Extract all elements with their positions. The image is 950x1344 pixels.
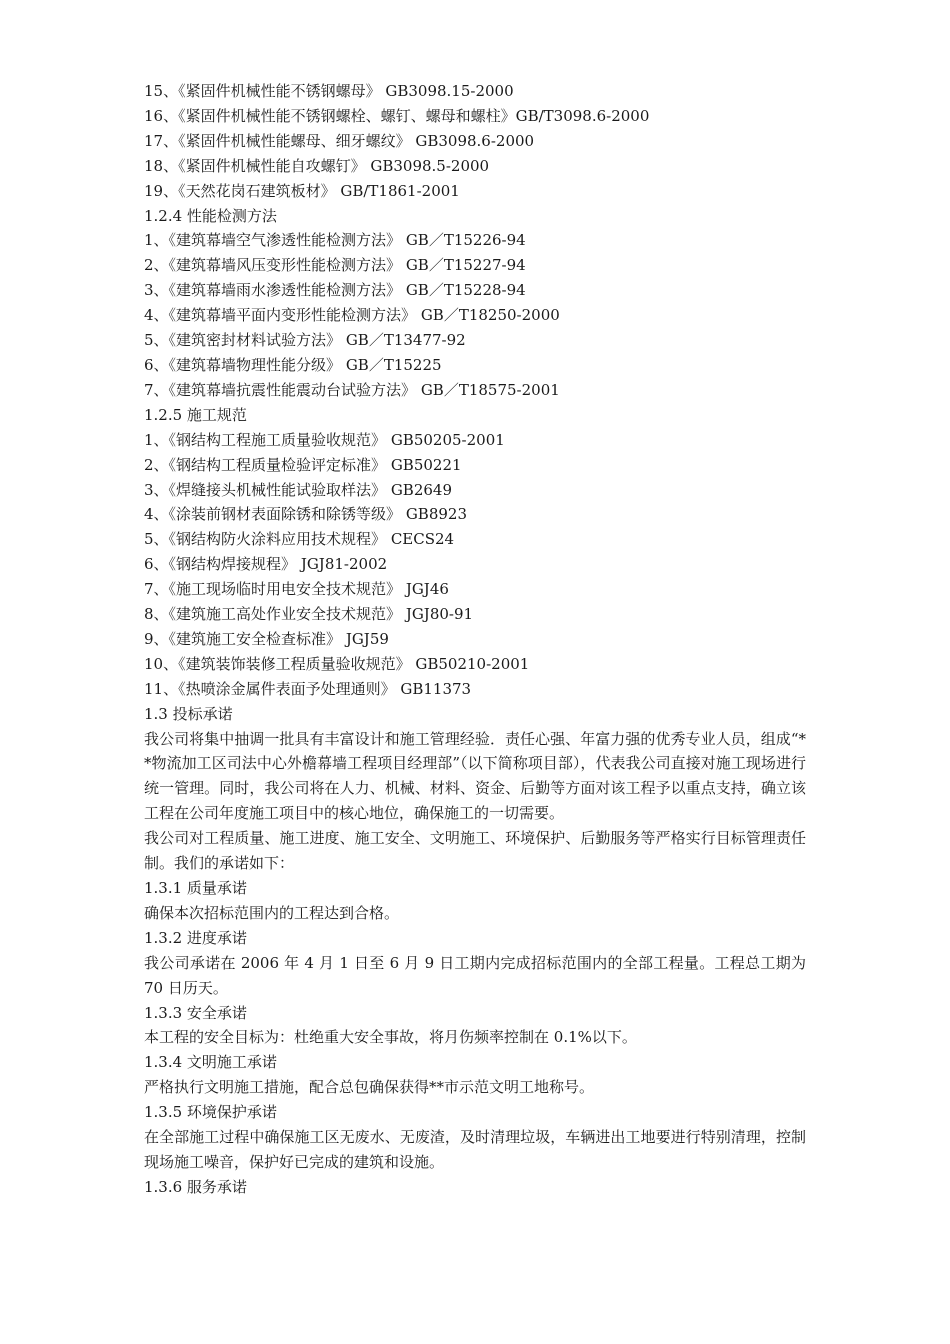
paragraph-quality: 确保本次招标范围内的工程达到合格。 [144, 903, 400, 922]
list-item-b-6: 6、《建筑幕墙物理性能分级》 GB／T15225 [144, 355, 442, 374]
section-heading-1-2-4: 1.2.4 性能检测方法 [144, 206, 277, 225]
list-item-c-8: 8、《建筑施工高处作业安全技术规范》 JGJ80-91 [144, 605, 474, 624]
section-heading-1-3-3: 1.3.3 安全承诺 [144, 1003, 247, 1022]
list-item-b-7: 7、《建筑幕墙抗震性能震动台试验方法》 GB／T18575-2001 [144, 380, 560, 399]
section-heading-1-3-5: 1.3.5 环境保护承诺 [144, 1103, 277, 1122]
list-item-a-15: 15、《紧固件机械性能不锈钢螺母》 GB3098.15-2000 [144, 82, 514, 100]
paragraph-civilized-construction: 严格执行文明施工措施，配合总包确保获得**市示范文明工地称号。 [144, 1078, 595, 1097]
list-item-c-10: 10、《建筑装饰装修工程质量验收规范》 GB50210-2001 [144, 654, 530, 673]
document-page [144, 79, 806, 1200]
section-heading-1-2-5: 1.2.5 施工规范 [144, 405, 247, 424]
list-item-b-5: 5、《建筑密封材料试验方法》 GB／T13477-92 [144, 331, 466, 350]
list-item-c-5: 5、《钢结构防火涂料应用技术规程》 CECS24 [144, 530, 455, 549]
paragraph-environment: 在全部施工过程中确保施工区无废水、无废渣，及时清理垃圾，车辆进出工地要进行特别清理，控制现场施工噪音，保护好已完成的建筑和设施。 [144, 1128, 806, 1171]
section-heading-1-3-1: 1.3.1 质量承诺 [144, 879, 247, 897]
list-item-b-4: 4、《建筑幕墙平面内变形性能检测方法》 GB／T18250-2000 [144, 306, 560, 325]
list-item-c-6: 6、《钢结构焊接规程》 JGJ81-2002 [144, 555, 388, 574]
paragraph-commitments: 我公司对工程质量、施工进度、施工安全、文明施工、环境保护、后勤服务等严格实行目标管理责任制。我们的承诺如下： [144, 829, 806, 873]
section-heading-1-3-6: 1.3.6 服务承诺 [144, 1177, 247, 1196]
paragraph-schedule: 我公司承诺在 2006 年 4 月 1 日至 6 月 9 日工期内完成招标范围内的全部工程量。工程总工期为 70 日历天。 [144, 953, 806, 997]
paragraph-intro: 我公司将集中抽调一批具有丰富设计和施工管理经验．责任心强、年富力强的优秀专业人员，组成“**物流加工区司法中心外檐幕墙工程项目经理部”（以下简称项目部），代表我公司直接对施工现场进行统一管理。同时，我公司将在人力、机械、材料、资金、后勤等方面对该工程予以重点支持，确立该工程在公司年度施工项目中的核心地位，确保施工的一切需要。 [144, 729, 806, 823]
list-item-a-18: 18、《紧固件机械性能自攻螺钉》 GB3098.5-2000 [144, 156, 490, 175]
list-item-c-4: 4、《涂装前钢材表面除锈和除锈等级》 GB8923 [144, 505, 467, 524]
list-item-b-3: 3、《建筑幕墙雨水渗透性能检测方法》 GB／T15228-94 [144, 281, 526, 300]
section-heading-1-3-2: 1.3.2 进度承诺 [144, 928, 247, 947]
list-item-c-7: 7、《施工现场临时用电安全技术规范》 JGJ46 [144, 580, 449, 599]
list-item-b-1: 1、《建筑幕墙空气渗透性能检测方法》 GB／T15226-94 [144, 231, 526, 250]
list-item-c-2: 2、《钢结构工程质量检验评定标准》 GB50221 [144, 455, 462, 474]
list-item-c-1: 1、《钢结构工程施工质量验收规范》 GB50205-2001 [144, 430, 505, 449]
list-item-a-16: 16、《紧固件机械性能不锈钢螺栓、螺钉、螺母和螺柱》GB/T3098.6-2000 [144, 106, 650, 125]
list-item-a-17: 17、《紧固件机械性能螺母、细牙螺纹》 GB3098.6-2000 [144, 131, 535, 150]
section-heading-1-3: 1.3 投标承诺 [144, 704, 233, 723]
section-heading-1-3-4: 1.3.4 文明施工承诺 [144, 1053, 277, 1072]
list-item-c-3: 3、《焊缝接头机械性能试验取样法》 GB2649 [144, 480, 452, 499]
list-item-c-11: 11、《热喷涂金属件表面予处理通则》 GB11373 [144, 679, 472, 698]
list-item-b-2: 2、《建筑幕墙风压变形性能检测方法》 GB／T15227-94 [144, 256, 526, 275]
list-item-a-19: 19、《天然花岗石建筑板材》 GB/T1861-2001 [144, 181, 460, 200]
paragraph-safety: 本工程的安全目标为：杜绝重大安全事故，将月伤频率控制在 0.1%以下。 [144, 1028, 637, 1047]
list-item-c-9: 9、《建筑施工安全检查标准》 JGJ59 [144, 629, 389, 648]
